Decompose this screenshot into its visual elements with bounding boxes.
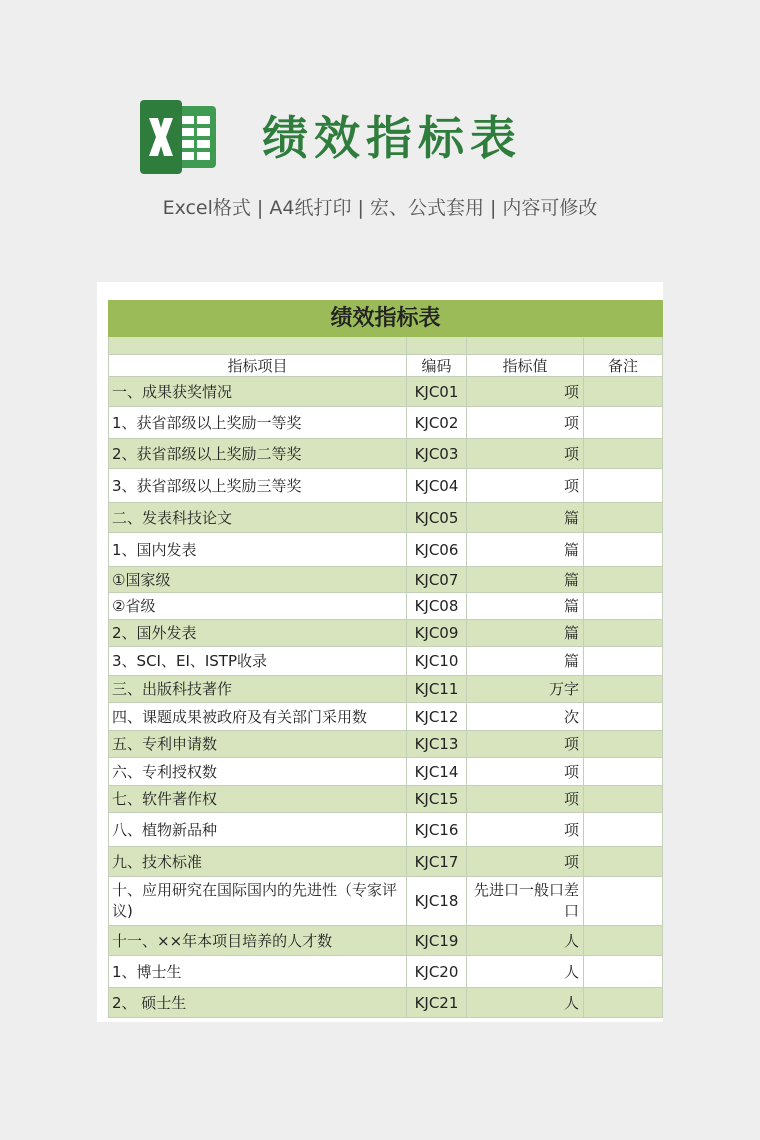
cell-value[interactable]: 篇 (467, 620, 584, 647)
table-row (109, 988, 663, 1018)
table-row (109, 407, 663, 439)
cell-item[interactable]: 八、植物新品种 (109, 813, 407, 847)
cell-code[interactable]: KJC16 (407, 813, 467, 847)
cell-item[interactable]: 十、应用研究在国际国内的先进性（专家评议) (109, 877, 407, 926)
column-header-value[interactable]: 指标值 (467, 355, 584, 377)
cell-note[interactable] (584, 847, 663, 877)
cell-code[interactable]: KJC19 (407, 926, 467, 956)
cell-code[interactable]: KJC11 (407, 676, 467, 703)
cell-note[interactable] (584, 377, 663, 407)
cell-note[interactable] (584, 407, 663, 439)
cell-item[interactable]: 3、获省部级以上奖励三等奖 (109, 469, 407, 503)
blank-row (109, 337, 663, 355)
table-header-row (109, 355, 663, 377)
cell-note[interactable] (584, 877, 663, 926)
cell-code[interactable]: KJC18 (407, 877, 467, 926)
cell-code[interactable]: KJC05 (407, 503, 467, 533)
cell-item[interactable]: 2、 硕士生 (109, 988, 407, 1018)
blank-cell[interactable] (467, 337, 584, 355)
cell-item[interactable]: 一、成果获奖情况 (109, 377, 407, 407)
cell-note[interactable] (584, 439, 663, 469)
cell-code[interactable]: KJC08 (407, 593, 467, 620)
cell-code[interactable]: KJC13 (407, 731, 467, 758)
cell-value[interactable]: 项 (467, 377, 584, 407)
column-header-item[interactable]: 指标项目 (109, 355, 407, 377)
cell-note[interactable] (584, 758, 663, 786)
blank-cell[interactable] (109, 337, 407, 355)
indicator-table (108, 300, 663, 1018)
cell-item[interactable]: 三、出版科技著作 (109, 676, 407, 703)
cell-code[interactable]: KJC03 (407, 439, 467, 469)
cell-value[interactable]: 项 (467, 758, 584, 786)
cell-note[interactable] (584, 469, 663, 503)
cell-note[interactable] (584, 647, 663, 676)
table-row (109, 469, 663, 503)
cell-code[interactable]: KJC20 (407, 956, 467, 988)
cell-value[interactable]: 项 (467, 731, 584, 758)
page-title: 绩效指标表 (262, 111, 522, 165)
excel-icon (140, 100, 220, 174)
cell-value[interactable]: 次 (467, 703, 584, 731)
table-row (109, 593, 663, 620)
cell-value[interactable]: 万字 (467, 676, 584, 703)
cell-note[interactable] (584, 786, 663, 813)
cell-code[interactable]: KJC14 (407, 758, 467, 786)
cell-note[interactable] (584, 703, 663, 731)
table-row (109, 758, 663, 786)
cell-value[interactable]: 项 (467, 439, 584, 469)
cell-code[interactable]: KJC04 (407, 469, 467, 503)
blank-cell[interactable] (584, 337, 663, 355)
table-row (109, 620, 663, 647)
cell-value[interactable]: 篇 (467, 647, 584, 676)
cell-code[interactable]: KJC01 (407, 377, 467, 407)
cell-value[interactable]: 篇 (467, 567, 584, 593)
table-row (109, 786, 663, 813)
cell-code[interactable]: KJC09 (407, 620, 467, 647)
table-row (109, 703, 663, 731)
column-header-code[interactable]: 编码 (407, 355, 467, 377)
cell-value[interactable]: 篇 (467, 593, 584, 620)
cell-item[interactable]: 1、国内发表 (109, 533, 407, 567)
cell-item[interactable]: 2、国外发表 (109, 620, 407, 647)
cell-code[interactable]: KJC06 (407, 533, 467, 567)
cell-note[interactable] (584, 533, 663, 567)
cell-note[interactable] (584, 956, 663, 988)
table-row (109, 956, 663, 988)
cell-item[interactable]: 四、课题成果被政府及有关部门采用数 (109, 703, 407, 731)
cell-note[interactable] (584, 813, 663, 847)
cell-item[interactable]: 十一、××年本项目培养的人才数 (109, 926, 407, 956)
cell-note[interactable] (584, 593, 663, 620)
table-row (109, 647, 663, 676)
cell-value[interactable]: 项 (467, 786, 584, 813)
cell-value[interactable]: 篇 (467, 533, 584, 567)
cell-value[interactable]: 人 (467, 988, 584, 1018)
cell-code[interactable]: KJC17 (407, 847, 467, 877)
cell-value[interactable]: 人 (467, 956, 584, 988)
cell-value[interactable]: 人 (467, 926, 584, 956)
cell-note[interactable] (584, 503, 663, 533)
cell-value[interactable]: 项 (467, 407, 584, 439)
cell-item[interactable]: 九、技术标准 (109, 847, 407, 877)
column-header-note[interactable]: 备注 (584, 355, 663, 377)
cell-code[interactable]: KJC02 (407, 407, 467, 439)
cell-note[interactable] (584, 988, 663, 1018)
cell-item[interactable]: 六、专利授权数 (109, 758, 407, 786)
cell-code[interactable]: KJC21 (407, 988, 467, 1018)
cell-item[interactable]: ①国家级 (109, 567, 407, 593)
cell-item[interactable]: 1、博士生 (109, 956, 407, 988)
cell-item[interactable]: 五、专利申请数 (109, 731, 407, 758)
table-title[interactable]: 绩效指标表 (109, 301, 663, 337)
spreadsheet-preview (97, 282, 663, 1022)
cell-item[interactable]: 3、SCI、EI、ISTP收录 (109, 647, 407, 676)
table-row (109, 731, 663, 758)
cell-note[interactable] (584, 926, 663, 956)
cell-code[interactable]: KJC12 (407, 703, 467, 731)
page-header (0, 0, 760, 260)
cell-value[interactable]: 先进口一般口差口 (467, 877, 584, 926)
table-row (109, 676, 663, 703)
table-row (109, 847, 663, 877)
cell-note[interactable] (584, 676, 663, 703)
table-row (109, 439, 663, 469)
cell-note[interactable] (584, 567, 663, 593)
cell-item[interactable]: 2、获省部级以上奖励二等奖 (109, 439, 407, 469)
blank-cell[interactable] (407, 337, 467, 355)
cell-item[interactable]: ②省级 (109, 593, 407, 620)
table-row (109, 813, 663, 847)
cell-value[interactable]: 项 (467, 469, 584, 503)
cell-note[interactable] (584, 731, 663, 758)
page-subtitle: Excel格式 | A4纸打印 | 宏、公式套用 | 内容可修改 (162, 197, 598, 219)
table-row (109, 877, 663, 926)
table-row (109, 503, 663, 533)
table-title-row (109, 301, 663, 337)
cell-item[interactable]: 七、软件著作权 (109, 786, 407, 813)
cell-note[interactable] (584, 620, 663, 647)
cell-code[interactable]: KJC10 (407, 647, 467, 676)
cell-item[interactable]: 1、获省部级以上奖励一等奖 (109, 407, 407, 439)
cell-value[interactable]: 篇 (467, 503, 584, 533)
cell-value[interactable]: 项 (467, 813, 584, 847)
table-row (109, 926, 663, 956)
cell-value[interactable]: 项 (467, 847, 584, 877)
cell-code[interactable]: KJC15 (407, 786, 467, 813)
table-row (109, 533, 663, 567)
table-row (109, 567, 663, 593)
table-row (109, 377, 663, 407)
cell-item[interactable]: 二、发表科技论文 (109, 503, 407, 533)
cell-code[interactable]: KJC07 (407, 567, 467, 593)
